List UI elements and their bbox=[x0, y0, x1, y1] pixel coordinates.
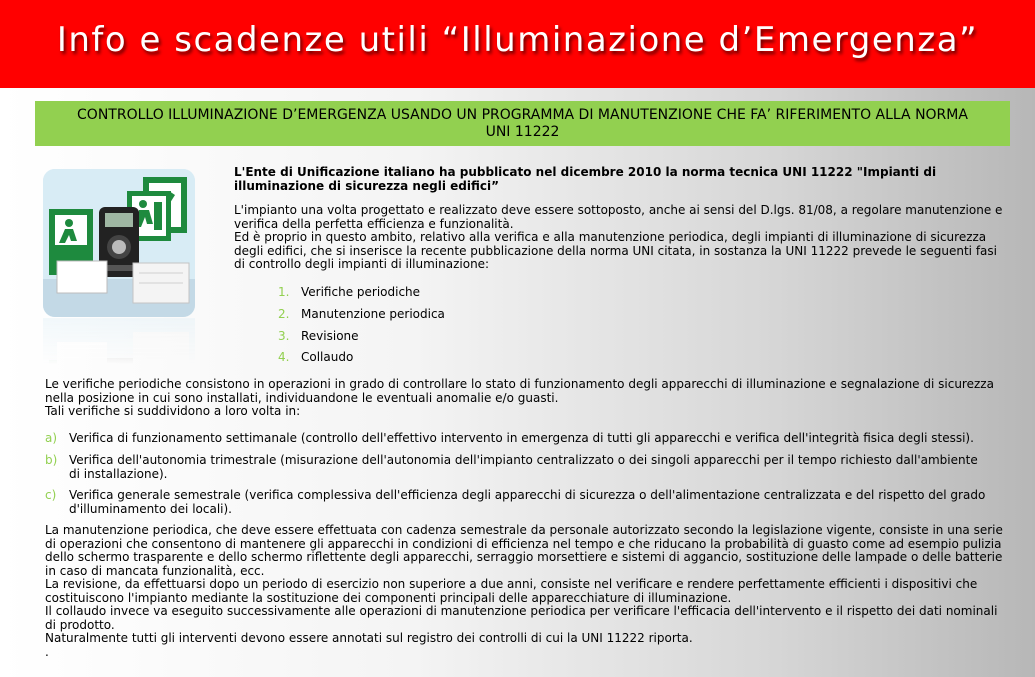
list-item-text: Verifica di funzionamento settimanale (controllo dell'effettivo intervento in emergenza di tutti gli apparecchi e verifica dell'integrità fisica degli stessi). bbox=[69, 431, 974, 445]
registro-text: Naturalmente tutti gli interventi devono essere annotati sul registro dei controlli di cui la UNI 11222 riporta. bbox=[45, 631, 693, 645]
intro-line: Ed è proprio in questo ambito, relativo alla verifica e alla manutenzione periodica, degli impianti di illuminazione di sicurezza degli edifici, che si inserisce la recente pubblicazione della norma UNI citata, in sostanza la UNI 11222 prevede le seguenti fasi di controllo degli impianti di illuminazione: bbox=[234, 230, 997, 271]
list-marker: 1. bbox=[278, 285, 290, 299]
header-bar bbox=[0, 0, 1035, 88]
verifiche-line: Tali verifiche si suddividono a loro volta in: bbox=[45, 404, 301, 418]
collaudo-text: Il collaudo invece va eseguito successivamente alle operazioni di manutenzione periodica per verificare l'efficacia dell'intervento e il rispetto dei dati nominali di prodotto. bbox=[45, 604, 998, 632]
list-item-label: Collaudo bbox=[301, 350, 354, 365]
emergency-signs-photo bbox=[43, 169, 195, 317]
list-marker: b) bbox=[45, 453, 58, 467]
page-title: Info e scadenze utili “Illuminazione d’Emergenza” bbox=[56, 20, 979, 60]
list-item bbox=[278, 307, 445, 329]
closing-dot: . bbox=[45, 644, 49, 659]
list-marker: c) bbox=[45, 488, 57, 502]
intro-line: L'impianto una volta progettato e realizzato deve essere sottoposto, anche ai sensi del D.lgs. 81/08, a regolare manutenzione e verifica della perfetta efficienza e funzionalità. bbox=[234, 203, 1003, 231]
intro-heading: L'Ente di Unificazione italiano ha pubblicato nel dicembre 2010 la norma tecnica UNI 11222 "Impianti di illuminazione di sicurezza negli edifici” bbox=[234, 165, 937, 193]
phases-list bbox=[278, 285, 445, 372]
list-item bbox=[45, 489, 990, 517]
list-item bbox=[45, 454, 990, 489]
closing-paragraph bbox=[45, 524, 1005, 659]
list-item-label: Verifiche periodiche bbox=[301, 285, 421, 299]
verifiche-types-list bbox=[45, 432, 990, 517]
revisione-text: La revisione, da effettuarsi dopo un periodo di esercizio non superiore a due anni, consiste nel verificare e rendere perfettamente efficienti i dispositivi che costituiscono l'impianto mediante la sostituzione dei componenti principali delle apparecchiature di illuminazione. bbox=[45, 577, 978, 605]
list-item-label: Revisione bbox=[301, 328, 359, 343]
photo-reflection bbox=[43, 318, 195, 364]
list-item bbox=[278, 285, 445, 307]
list-item-label: Manutenzione periodica bbox=[301, 306, 445, 321]
list-marker: 2. bbox=[278, 306, 290, 321]
list-marker: 4. bbox=[278, 350, 290, 365]
manutenzione-text: La manutenzione periodica, che deve essere effettuata con cadenza semestrale da personale autorizzato secondo la legislazione vigente, consiste in una serie di operazioni che consentono di mantenere gli apparecchi in condizioni di efficienza nel tempo e che riducano la probabilità di guasto come ad esempio pulizia dello schermo trasparente e dello schermo riflettente degli apparecchi, serraggio morsettiere e sistemi di aggancio, sostituzione delle lampade o delle batterie in caso di mancata funzionalità, ecc. bbox=[45, 523, 1003, 578]
list-marker: 3. bbox=[278, 328, 290, 343]
section-banner bbox=[35, 101, 1010, 146]
emergency-exit-signs-and-multimeter-icon bbox=[43, 169, 195, 317]
list-item bbox=[278, 350, 445, 372]
intro-paragraph bbox=[234, 204, 1004, 272]
list-item-text: Verifica dell'autonomia trimestrale (misurazione dell'autonomia dell'impianto centralizzato o dei singoli apparecchi per il tempo richiesto dall'ambiente di installazione). bbox=[69, 453, 978, 481]
banner-heading: CONTROLLO ILLUMINAZIONE D’EMERGENZA USANDO UN PROGRAMMA DI MANUTENZIONE CHE FA’ RIFERIMENTO ALLA NORMA UNI 11222 bbox=[77, 106, 968, 140]
list-item bbox=[278, 329, 445, 351]
verifiche-paragraph bbox=[45, 378, 1005, 419]
verifiche-line: Le verifiche periodiche consistono in operazioni in grado di controllare lo stato di funzionamento degli apparecchi di illuminazione e segnalazione di sicurezza nella posizione in cui sono installati, individuandone le eventuali anomalie e/o guasti. bbox=[45, 377, 994, 405]
list-marker: a) bbox=[45, 431, 58, 445]
list-item-text: Verifica generale semestrale (verifica complessiva dell'efficienza degli apparecchi di sicurezza o dell'alimentazione centralizzata e del rispetto del grado d'illuminamento dei locali). bbox=[69, 488, 986, 516]
list-item bbox=[45, 432, 990, 454]
